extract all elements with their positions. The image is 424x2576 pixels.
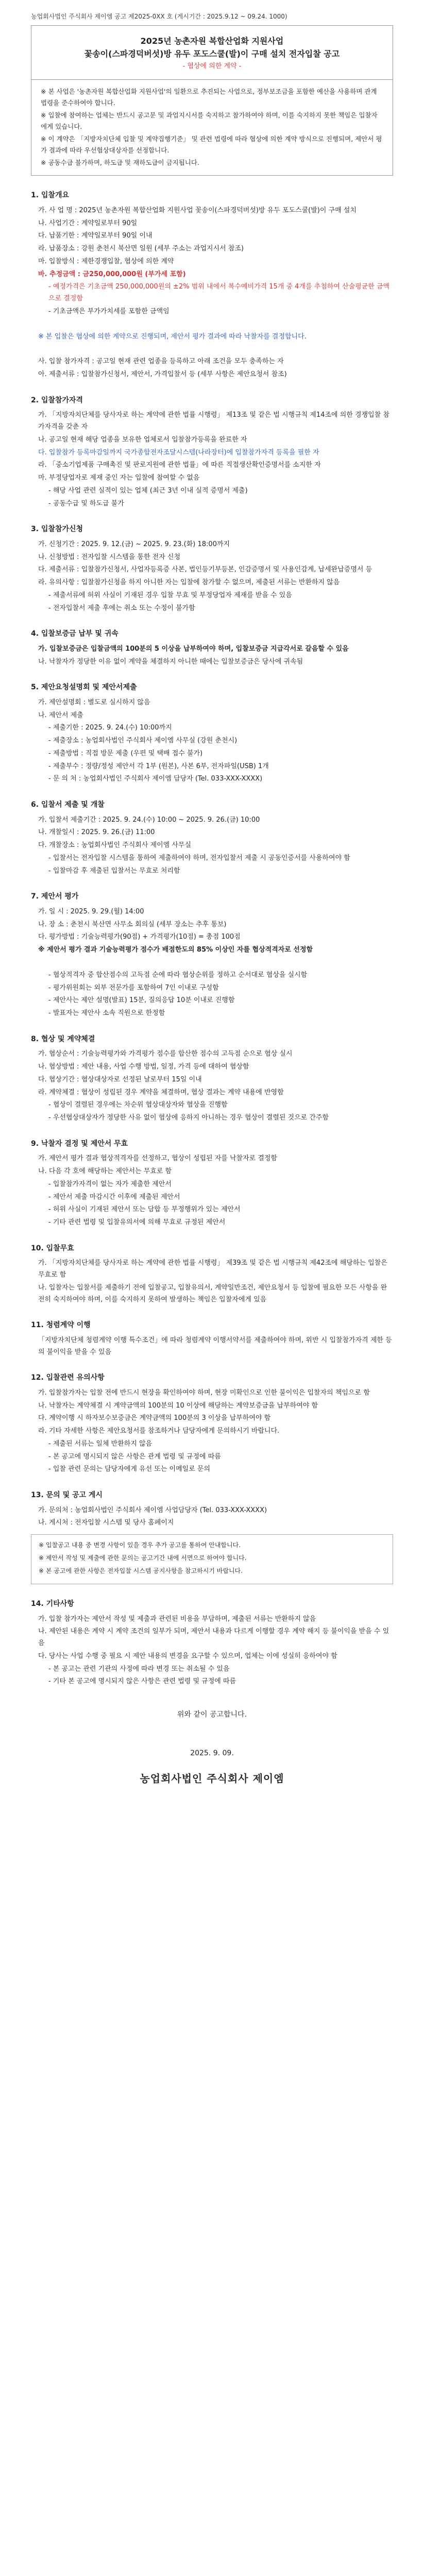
title-line-2: 꽃송이(스파경덕버섯)방 유두 포도스쿨(발)이 구매 설치 전자입찰 공고 <box>84 48 340 59</box>
section-title: 11. 청렴계약 이행 <box>31 1321 91 1330</box>
list-item: 가. 문의처 : 농업회사법인 주식회사 제이엠 사업담당자 (Tel. 033-XXX-XXXX) <box>38 1506 267 1514</box>
section-10 <box>31 1242 393 1306</box>
list-item: 라. 계약체결 : 협상이 성립된 경우 계약을 체결하며, 협상 결과는 계약 내용에 반영함 <box>38 1088 284 1096</box>
sub-item: - 본 공고에 명시되지 않은 사항은 관계 법령 및 규정에 따름 <box>48 1452 221 1461</box>
note-line: ※ 제안서 작성 및 제출에 관한 문의는 공고기간 내에 서면으로 하여야 합니다. <box>39 1554 247 1562</box>
notice-box <box>31 80 393 176</box>
sub-item: - 협상이 결렬된 경우에는 차순위 협상대상자와 협상을 진행함 <box>48 1101 228 1109</box>
list-item: 다. 협상기간 : 협상대상자로 선정된 날로부터 15일 이내 <box>38 1075 202 1083</box>
sub-item: - 예정가격은 기초금액 250,000,000원의 ±2% 범위 내에서 복수예비가격 15개 중 4개를 추첨하여 산술평균한 금액으로 결정함 <box>48 283 390 303</box>
list-item: 가. 입찰참가자는 입찰 전에 반드시 현장을 확인하여야 하며, 현장 미확인으로 인한 불이익은 입찰자의 책임으로 함 <box>38 1388 370 1397</box>
section-title: 13. 문의 및 공고 게시 <box>31 1491 103 1500</box>
sub-item: - 제출기한 : 2025. 9. 24.(수) 10:00까지 <box>48 724 172 732</box>
list-item: 라. 유의사항 : 입찰참가신청을 하지 아니한 자는 입찰에 참가할 수 없으며, 제출된 서류는 반환하지 않음 <box>38 579 340 587</box>
note-line: ※ 본 공고에 관한 사항은 전자입찰 시스템 공지사항을 참고하시기 바랍니다. <box>39 1567 243 1575</box>
sub-item: - 해당 사업 관련 실적이 있는 업체 (최근 3년 이내 실적 증명서 제출) <box>48 486 248 495</box>
sub-item: - 입찰 관련 문의는 담당자에게 유선 또는 이메일로 문의 <box>48 1465 211 1473</box>
sub-item: - 기타 관련 법령 및 입찰유의서에 의해 무효로 규정된 제안서 <box>48 1218 226 1227</box>
subtitle: - 협상에 의한 계약 - <box>182 62 242 70</box>
list-item: 가. 제안설명회 : 별도로 실시하지 않음 <box>38 698 150 706</box>
list-item: 마. 입찰방식 : 제한경쟁입찰, 협상에 의한 계약 <box>38 257 174 265</box>
section-title: 5. 제안요청설명회 및 제안서제출 <box>31 683 137 692</box>
sub-item: - 우선협상대상자가 정당한 사유 없이 협상에 응하지 아니하는 경우 협상이 결렬된 것으로 간주함 <box>48 1114 329 1122</box>
section-9 <box>31 1138 393 1229</box>
section-title: 3. 입찰참가신청 <box>31 525 83 534</box>
section-title: 1. 입찰개요 <box>31 191 70 200</box>
list-item: 가. 「지방자치단체를 당사자로 하는 계약에 관한 법률 시행령」 제39조 및 같은 법 시행규칙 제42조에 해당하는 입찰은 무효로 함 <box>38 1259 387 1279</box>
sub-item: - 평가위원회는 외부 전문가를 포함하여 7인 이내로 구성함 <box>48 984 219 992</box>
list-item: 나. 신청방법 : 전자입찰 시스템을 통한 전자 신청 <box>38 553 181 561</box>
list-item: 나. 개찰일시 : 2025. 9. 26.(금) 11:00 <box>38 828 155 837</box>
list-item: 가. 협상순서 : 기술능력평가와 가격평가 점수를 합산한 점수의 고득점 순으로 협상 실시 <box>38 1050 293 1058</box>
section-3 <box>31 523 393 614</box>
sub-item: - 제출방법 : 직접 방문 제출 (우편 및 택배 접수 불가) <box>48 749 203 757</box>
list-item: 나. 공고일 현재 해당 업종을 보유한 업체로서 입찰참가등록을 완료한 자 <box>38 435 247 444</box>
sub-item: - 문 의 처 : 농업회사법인 주식회사 제이엠 담당자 (Tel. 033-XXX-XXXX) <box>48 775 263 783</box>
sub-item: - 기초금액은 부가가치세를 포함한 금액임 <box>48 307 169 315</box>
list-item: 가. 「지방자치단체를 당사자로 하는 계약에 관한 법률 시행령」 제13조 및 같은 법 시행규칙 제14조에 의한 경쟁입찰 참가자격을 갖춘 자 <box>38 411 389 431</box>
list-item: 사. 입찰 참가자격 : 공고일 현재 관련 업종을 등록하고 아래 조건을 모두 충족하는 자 <box>38 358 284 366</box>
list-item: 나. 게시처 : 전자입찰 시스템 및 당사 홈페이지 <box>38 1519 174 1527</box>
sub-item: - 제출된 서류는 일체 반환하지 않음 <box>48 1439 152 1448</box>
list-item: 라. 「중소기업제품 구매촉진 및 판로지원에 관한 법률」에 따른 직접생산확인증명서를 소지한 자 <box>38 461 321 469</box>
sub-item: - 제출장소 : 농업회사법인 주식회사 제이엠 사무실 (강원 춘천시) <box>48 737 238 745</box>
list-item-budget: 바. 추정금액 : 금250,000,000원 (부가세 포함) <box>38 270 186 278</box>
list-item: 라. 납품장소 : 강원 춘천시 북산면 일원 (세부 주소는 과업지시서 참조) <box>38 245 244 253</box>
title-line-1: 2025년 농촌자원 복합산업화 지원사업 <box>140 36 284 46</box>
sub-item: - 입찰서는 전자입찰 시스템을 통하여 제출하여야 하며, 전자입찰서 제출 시 공동인증서를 사용하여야 함 <box>48 854 350 862</box>
list-item: 가. 사 업 명 : 2025년 농촌자원 복합산업화 지원사업 꽃송이(스파경덕버섯)방 유두 포도스쿨(발)이 구매 설치 <box>38 206 357 214</box>
sub-item: - 본 공고는 관련 기관의 사정에 따라 변경 또는 취소될 수 있음 <box>48 1665 230 1673</box>
list-item: 다. 제출서류 : 입찰참가신청서, 사업자등록증 사본, 법인등기부등본, 인감증명서 및 사용인감계, 납세완납증명서 등 <box>38 566 372 574</box>
notice-line: ※ 입찰에 참여하는 업체는 반드시 공고문 및 과업지시서를 숙지하고 참가하여야 하며, 이를 숙지하지 못한 책임은 입찰자에게 있습니다. <box>41 111 378 130</box>
sub-item: - 공동수급 및 하도급 불가 <box>48 499 124 507</box>
list-item: 가. 제안서 평가 결과 협상적격자를 선정하고, 협상이 성립된 자를 낙찰자로 결정함 <box>38 1155 278 1163</box>
list-item: 「지방자치단체 청렴계약 이행 특수조건」에 따라 청렴계약 이행서약서를 제출하여야 하며, 위반 시 입찰참가자격 제한 등의 불이익을 받을 수 있음 <box>38 1336 392 1356</box>
section-14 <box>31 1598 393 1688</box>
list-item: 나. 제안된 내용은 계약 시 계약 조건의 일부가 되며, 제안서 내용과 다르게 이행할 경우 계약 해지 등 불이익을 받을 수 있음 <box>38 1628 389 1648</box>
list-item: 나. 장 소 : 춘천시 북산면 사무소 회의실 (세부 장소는 추후 통보) <box>38 920 227 928</box>
section-6 <box>31 799 393 877</box>
section-title: 6. 입찰서 제출 및 개찰 <box>31 801 105 809</box>
sub-item: - 발표자는 제안사 소속 직원으로 한정함 <box>48 1009 165 1018</box>
announcement-date: 2025. 9. 09. <box>190 1749 234 1757</box>
list-item: 다. 평가방법 : 기술능력평가(90점) + 가격평가(10점) = 총점 100점 <box>38 933 241 941</box>
section-title: 9. 낙찰자 결정 및 제안서 무효 <box>31 1139 128 1148</box>
sub-item: - 제안사는 제안 설명(발표) 15분, 질의응답 10분 이내로 진행함 <box>48 996 235 1005</box>
header-reference-line: 농업회사법인 주식회사 제이엠 공고 제2025-0XX 호 (게시기간 : 2025.9.12 ~ 09.24. 1000) <box>31 13 287 20</box>
section-1 <box>31 189 393 381</box>
highlight-note: ※ 본 입찰은 협상에 의한 계약으로 진행되며, 제안서 평가 결과에 따라 낙찰자를 결정합니다. <box>38 332 307 341</box>
section-title: 14. 기타사항 <box>31 1600 74 1608</box>
issuing-organization: 농업회사법인 주식회사 제이엠 <box>140 1772 284 1785</box>
section-title: 4. 입찰보증금 납부 및 귀속 <box>31 630 118 638</box>
section-2 <box>31 394 393 510</box>
list-item: 나. 낙찰자가 정당한 이유 없이 계약을 체결하지 아니한 때에는 입찰보증금은 당사에 귀속됨 <box>38 657 303 666</box>
sub-item: - 입찰참가자격이 없는 자가 제출한 제안서 <box>48 1180 172 1188</box>
section-12 <box>31 1371 393 1476</box>
sub-item: - 기타 본 공고에 명시되지 않은 사항은 관련 법령 및 규정에 따름 <box>48 1677 236 1686</box>
list-item: 아. 제출서류 : 입찰참가신청서, 제안서, 가격입찰서 등 (세부 사항은 제안요청서 참조) <box>38 370 287 379</box>
list-item: 라. 기타 자세한 사항은 제안요청서를 참조하거나 담당자에게 문의하시기 바랍니다. <box>38 1427 280 1435</box>
list-item: 가. 일 시 : 2025. 9. 29.(월) 14:00 <box>38 907 144 916</box>
sub-item: - 제안서 제출 마감시간 이후에 제출된 제안서 <box>48 1193 180 1201</box>
list-item: 나. 사업기간 : 계약일로부터 90일 <box>38 219 138 227</box>
sub-item: - 협상적격자 중 합산점수의 고득점 순에 따라 협상순위를 정하고 순서대로 협상을 실시함 <box>48 971 308 979</box>
section-5 <box>31 681 393 785</box>
section-7 <box>31 890 393 1020</box>
list-item: 가. 입찰 참가자는 제안서 작성 및 제출과 관련된 비용을 부담하며, 제출된 서류는 반환하지 않음 <box>38 1615 316 1623</box>
sub-item: - 제출서류에 허위 사실이 기재된 경우 입찰 무효 및 부정당업자 제재를 받을 수 있음 <box>48 591 292 599</box>
notice-line: ※ 공동수급 불가하며, 하도급 및 재하도급이 금지됩니다. <box>41 158 199 166</box>
list-item: 가. 입찰보증금은 입찰금액의 100분의 5 이상을 납부하여야 하며, 입찰보증금 지급각서로 갈음할 수 있음 <box>38 645 349 653</box>
notice-box-inline <box>31 1534 393 1584</box>
notice-line: ※ 본 사업은 '농촌자원 복합산업화 지원사업'의 일환으로 추진되는 사업으로, 정부보조금을 포함한 예산을 사용하며 관계 법령을 준수하여야 합니다. <box>41 88 377 107</box>
section-title: 10. 입찰무효 <box>31 1244 74 1252</box>
list-item: 다. 당사는 사업 수행 중 필요 시 제안 내용의 변경을 요구할 수 있으며, 업체는 이에 성실히 응하여야 함 <box>38 1652 337 1660</box>
highlight-note: ※ 제안서 평가 결과 기술능력평가 점수가 배점한도의 85% 이상인 자를 협상적격자로 선정함 <box>38 946 313 954</box>
list-item: 다. 계약이행 시 하자보수보증금은 계약금액의 100분의 3 이상을 납부하여야 함 <box>38 1414 271 1422</box>
section-11 <box>31 1319 393 1358</box>
closing-statement: 위와 같이 공고합니다. <box>177 1710 247 1719</box>
sub-item: - 전자입찰서 제출 후에는 취소 또는 수정이 불가함 <box>48 604 195 612</box>
list-item: 나. 제안서 제출 <box>38 711 83 719</box>
section-8 <box>31 1033 393 1124</box>
list-item: 다. 입찰참가 등록마감일까지 국가종합전자조달시스템(나라장터)에 입찰참가자격 등록을 필한 자 <box>38 448 319 456</box>
section-title: 2. 입찰참가자격 <box>31 396 83 404</box>
list-item: 가. 신청기간 : 2025. 9. 12.(금) ~ 2025. 9. 23.(화) 18:00까지 <box>38 540 230 548</box>
sub-item: - 허위 사실이 기재된 제안서 또는 담합 등 부정행위가 있는 제안서 <box>48 1206 241 1214</box>
notice-line: ※ 이 계약은 「지방자치단체 입찰 및 계약집행기준」 및 관련 법령에 따라 협상에 의한 계약 방식으로 진행되며, 제안서 평가 결과에 따라 우선협상대상자를 선정합니다. <box>41 134 382 154</box>
section-title: 8. 협상 및 계약체결 <box>31 1035 95 1043</box>
list-item: 다. 납품기한 : 계약일로부터 90일 이내 <box>38 232 152 240</box>
list-item: 가. 입찰서 제출기간 : 2025. 9. 24.(수) 10:00 ~ 2025. 9. 26.(금) 10:00 <box>38 816 260 824</box>
list-item: 나. 다음 각 호에 해당하는 제안서는 무효로 함 <box>38 1167 172 1176</box>
list-item: 나. 협상방법 : 제안 내용, 사업 수행 방법, 일정, 가격 등에 대하여 협상함 <box>38 1063 249 1071</box>
list-item: 나. 낙찰자는 계약체결 시 계약금액의 100분의 10 이상에 해당하는 계약보증금을 납부하여야 함 <box>38 1401 318 1410</box>
list-item: 다. 개찰장소 : 농업회사법인 주식회사 제이엠 사무실 <box>38 841 192 850</box>
section-title: 12. 입찰관련 유의사항 <box>31 1374 105 1382</box>
note-line: ※ 입찰공고 내용 중 변경 사항이 있을 경우 추가 공고를 통하여 안내합니다. <box>39 1541 241 1549</box>
sub-item: - 제출부수 : 정량/정성 제안서 각 1부 (원본), 사본 6부, 전자파일(USB) 1개 <box>48 762 269 770</box>
section-4 <box>31 628 393 668</box>
section-title: 7. 제안서 평가 <box>31 892 79 901</box>
sub-item: - 입찰마감 후 제출된 입찰서는 무효로 처리함 <box>48 867 180 875</box>
title-box <box>31 25 393 80</box>
section-13 <box>31 1489 393 1584</box>
list-item: 마. 부정당업자로 제재 중인 자는 입찰에 참여할 수 없음 <box>38 474 200 482</box>
list-item: 나. 입찰자는 입찰서를 제출하기 전에 입찰공고, 입찰유의서, 계약일반조건, 제안요청서 등 입찰에 필요한 모든 사항을 완전히 숙지하여야 하며, 이를 숙지하지 못하여 발생하는 책임은 입찰자에게 있음 <box>38 1283 387 1303</box>
